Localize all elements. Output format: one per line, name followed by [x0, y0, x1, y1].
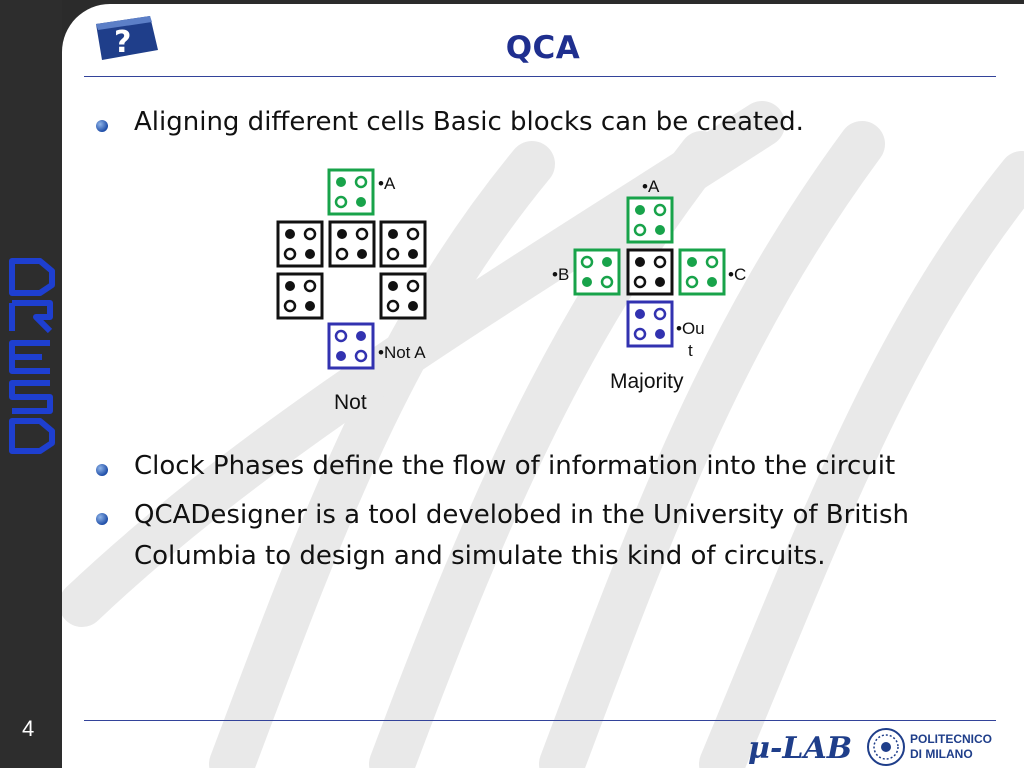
- qca-dot: [655, 257, 665, 267]
- bullet-icon: [96, 464, 108, 476]
- majority-label-out-1: •Ou: [676, 319, 705, 338]
- majority-label-c: •C: [728, 265, 747, 284]
- qca-dot: [388, 249, 398, 259]
- qca-cell: [329, 324, 373, 368]
- qca-dot: [336, 177, 346, 187]
- qca-cell: [381, 222, 425, 266]
- bullet-text: QCADesigner is a tool develobed in the University of British Columbia to design and simulate this kind of circuits.: [134, 500, 909, 571]
- qca-dot: [687, 277, 697, 287]
- bullet-text: Aligning different cells Basic blocks can be created.: [134, 107, 804, 137]
- qca-dot: [305, 281, 315, 291]
- qca-cell: [628, 302, 672, 346]
- slide-panel: [62, 4, 1024, 768]
- qca-dot: [655, 329, 665, 339]
- qca-dot: [357, 229, 367, 239]
- slide-title: QCA: [505, 30, 581, 66]
- svg-text:?: ?: [114, 25, 132, 60]
- bullet-list-bottom: [98, 446, 978, 577]
- qca-dot: [687, 257, 697, 267]
- page-number: 4: [22, 716, 35, 741]
- bullet-icon: [96, 513, 108, 525]
- qca-dot: [285, 281, 295, 291]
- qca-dot: [602, 277, 612, 287]
- dresd-logo: [6, 255, 58, 455]
- qca-dot: [635, 309, 645, 319]
- polimi-name-line2: DI MILANO: [910, 747, 973, 761]
- qca-dot: [635, 277, 645, 287]
- qca-dot: [408, 229, 418, 239]
- qca-dot: [285, 249, 295, 259]
- not-gate-diagram: [278, 170, 425, 368]
- majority-label-out-2: t: [688, 341, 693, 360]
- qca-dot: [356, 177, 366, 187]
- bullet-item: [98, 495, 978, 577]
- qca-cell: [381, 274, 425, 318]
- qca-dot: [336, 331, 346, 341]
- not-caption: Not: [334, 391, 367, 414]
- qca-cell: [575, 250, 619, 294]
- majority-label-b: •B: [552, 265, 570, 284]
- qca-dot: [635, 329, 645, 339]
- qca-dot: [655, 277, 665, 287]
- qca-diagrams: [62, 4, 1024, 424]
- qca-dot: [357, 249, 367, 259]
- majority-caption: Majority: [610, 370, 684, 393]
- not-output-label: •Not A: [378, 343, 426, 362]
- qca-dot: [388, 281, 398, 291]
- qca-cell: [628, 198, 672, 242]
- qca-dot: [655, 225, 665, 235]
- qca-cell: [329, 170, 373, 214]
- bullet-item: [98, 446, 978, 487]
- qca-dot: [582, 277, 592, 287]
- qca-dot: [635, 205, 645, 215]
- footer-divider: [84, 720, 996, 721]
- qca-cell: [278, 274, 322, 318]
- qca-dot: [337, 229, 347, 239]
- qca-dot: [635, 225, 645, 235]
- qca-cell: [680, 250, 724, 294]
- qca-cell: [330, 222, 374, 266]
- bullet-text: Clock Phases define the flow of information into the circuit: [134, 451, 896, 481]
- qca-dot: [388, 229, 398, 239]
- qca-dot: [305, 229, 315, 239]
- qca-dot: [305, 249, 315, 259]
- majority-label-a: •A: [642, 177, 660, 196]
- qca-dot: [655, 205, 665, 215]
- qca-dot: [336, 351, 346, 361]
- not-input-label: •A: [378, 174, 396, 193]
- qca-cell: [628, 250, 672, 294]
- qca-dot: [356, 331, 366, 341]
- qca-dot: [388, 301, 398, 311]
- qca-dot: [655, 309, 665, 319]
- qca-dot: [356, 351, 366, 361]
- qca-cell: [278, 222, 322, 266]
- qca-dot: [408, 301, 418, 311]
- sidebar: [0, 0, 62, 768]
- qca-dot: [285, 301, 295, 311]
- qca-dot: [285, 229, 295, 239]
- qca-dot: [707, 257, 717, 267]
- qca-dot: [635, 257, 645, 267]
- qca-dot: [337, 249, 347, 259]
- polimi-name-line1: POLITECNICO: [910, 732, 993, 746]
- qca-dot: [602, 257, 612, 267]
- mu-lab-logo: μ-LAB: [748, 731, 853, 766]
- polimi-seal-icon: [868, 729, 904, 765]
- qca-dot: [582, 257, 592, 267]
- qca-dot: [408, 249, 418, 259]
- qca-dot: [707, 277, 717, 287]
- qca-dot: [408, 281, 418, 291]
- qca-dot: [336, 197, 346, 207]
- qca-dot: [356, 197, 366, 207]
- qca-dot: [305, 301, 315, 311]
- footer-logos: [748, 726, 1008, 768]
